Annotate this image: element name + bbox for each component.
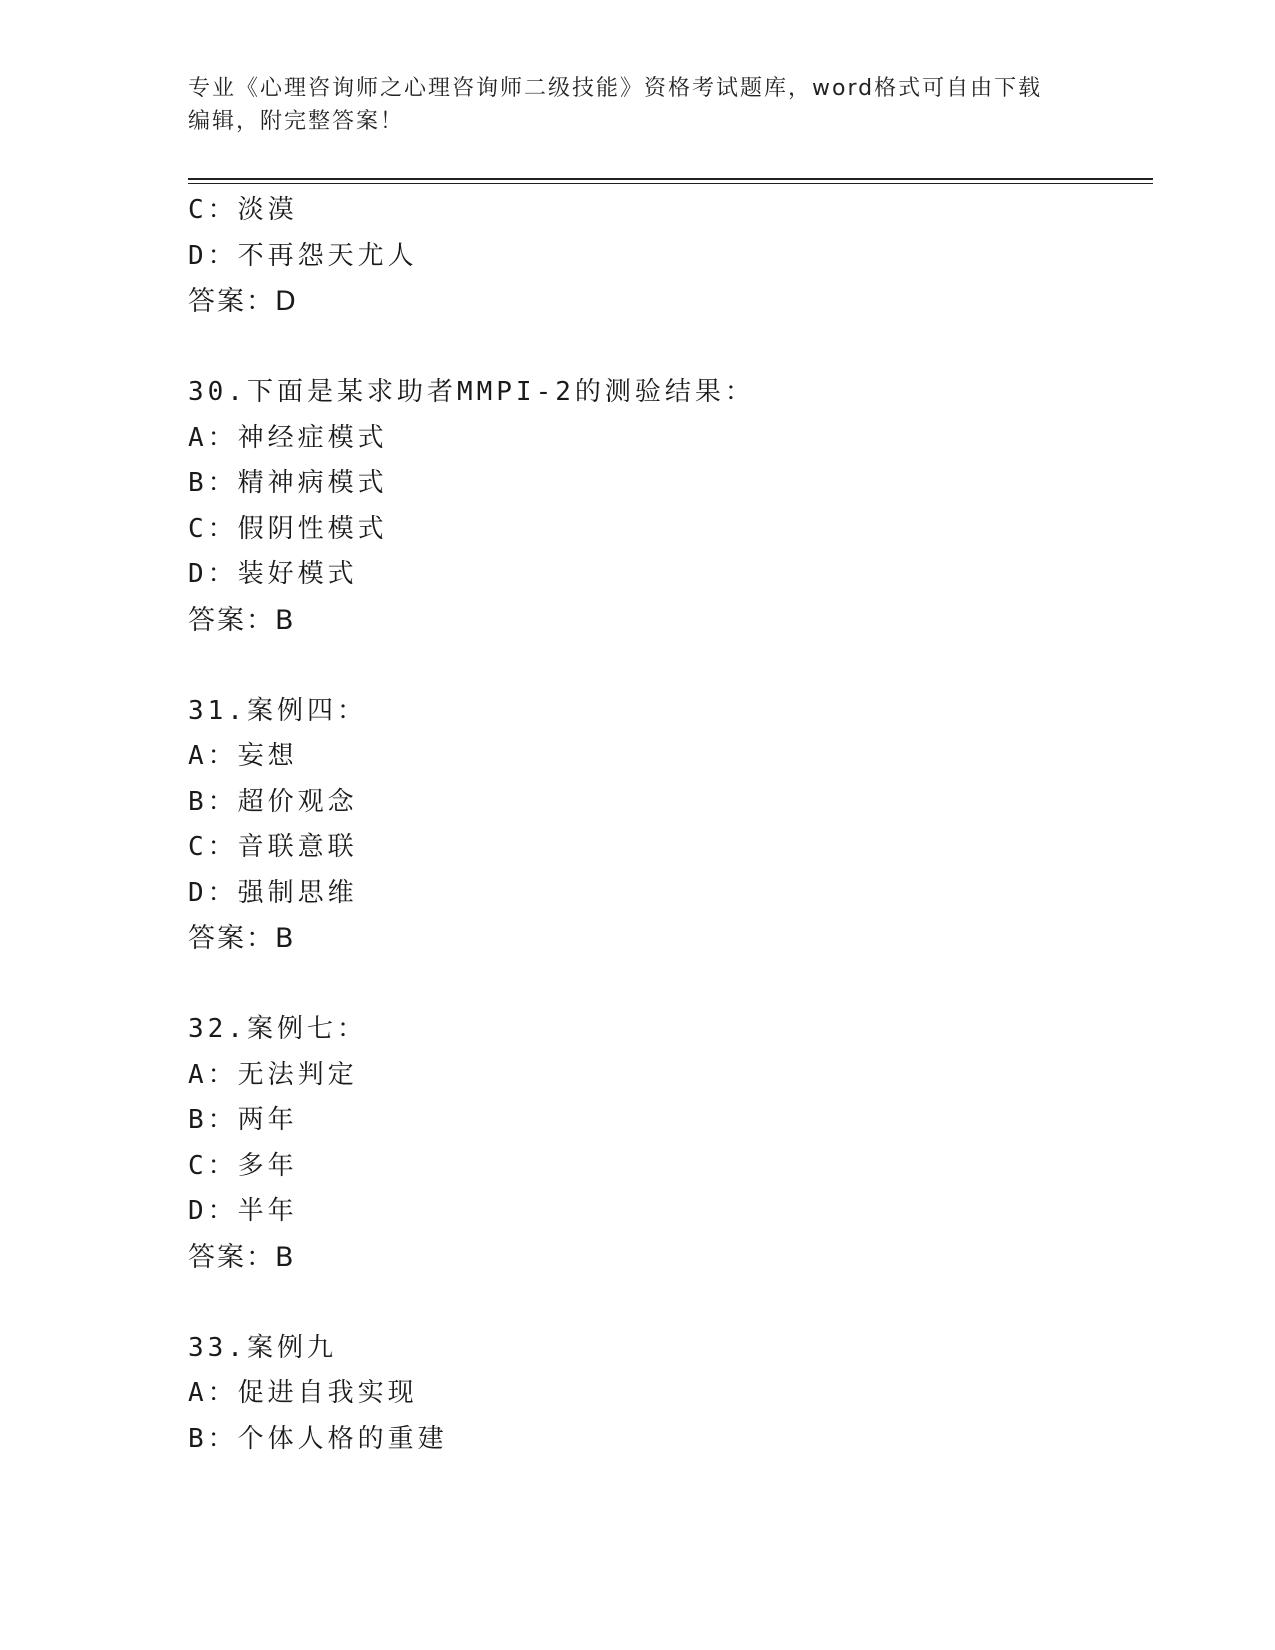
- header-line-1: 专业《心理咨询师之心理咨询师二级技能》资格考试题库，word格式可自由下载: [188, 76, 1043, 101]
- question-33: 33.案例九: [188, 1332, 337, 1363]
- question-30-option-b: B：精神病模式: [188, 468, 388, 498]
- header-line-2: 编辑，附完整答案！: [188, 109, 405, 134]
- question-31-answer: 答案：B: [188, 923, 296, 954]
- question-32-option-d: D：半年: [188, 1196, 298, 1226]
- question-33-option-b: B：个体人格的重建: [188, 1423, 448, 1454]
- question-32-option-b: B：两年: [188, 1105, 298, 1135]
- question-31-option-d: D：强制思维: [188, 877, 358, 908]
- question-30: 30.下面是某求助者MMPI-2的测验结果：: [188, 377, 755, 407]
- question-32-option-a: A：无法判定: [188, 1059, 358, 1090]
- question-30-option-a: A：神经症模式: [188, 422, 388, 453]
- option-c: C：淡漠: [188, 195, 298, 225]
- question-33-option-a: A：促进自我实现: [188, 1378, 418, 1408]
- spacer: [188, 962, 1148, 1008]
- option-d: D：不再怨天尤人: [188, 240, 418, 271]
- header-divider-thin: [188, 183, 1153, 184]
- question-32: 32.案例七：: [188, 1014, 367, 1044]
- question-31: 31.案例四：: [188, 695, 367, 726]
- spacer: [188, 325, 1148, 371]
- question-32-answer: 答案：B: [188, 1241, 296, 1273]
- question-list: [188, 188, 1148, 1462]
- question-30-answer: 答案：B: [188, 604, 296, 636]
- question-31-option-b: B：超价观念: [188, 786, 358, 817]
- question-31-option-a: A：妄想: [188, 741, 298, 771]
- question-30-option-c: C：假阴性模式: [188, 513, 388, 544]
- question-31-option-c: C：音联意联: [188, 832, 358, 862]
- answer-line: 答案：D: [188, 286, 298, 317]
- question-32-option-c: C：多年: [188, 1150, 298, 1181]
- spacer: [188, 1280, 1148, 1326]
- document-header: [188, 72, 1088, 138]
- header-divider-thick: [188, 178, 1153, 180]
- spacer: [188, 643, 1148, 689]
- question-30-option-d: D：装好模式: [188, 559, 358, 589]
